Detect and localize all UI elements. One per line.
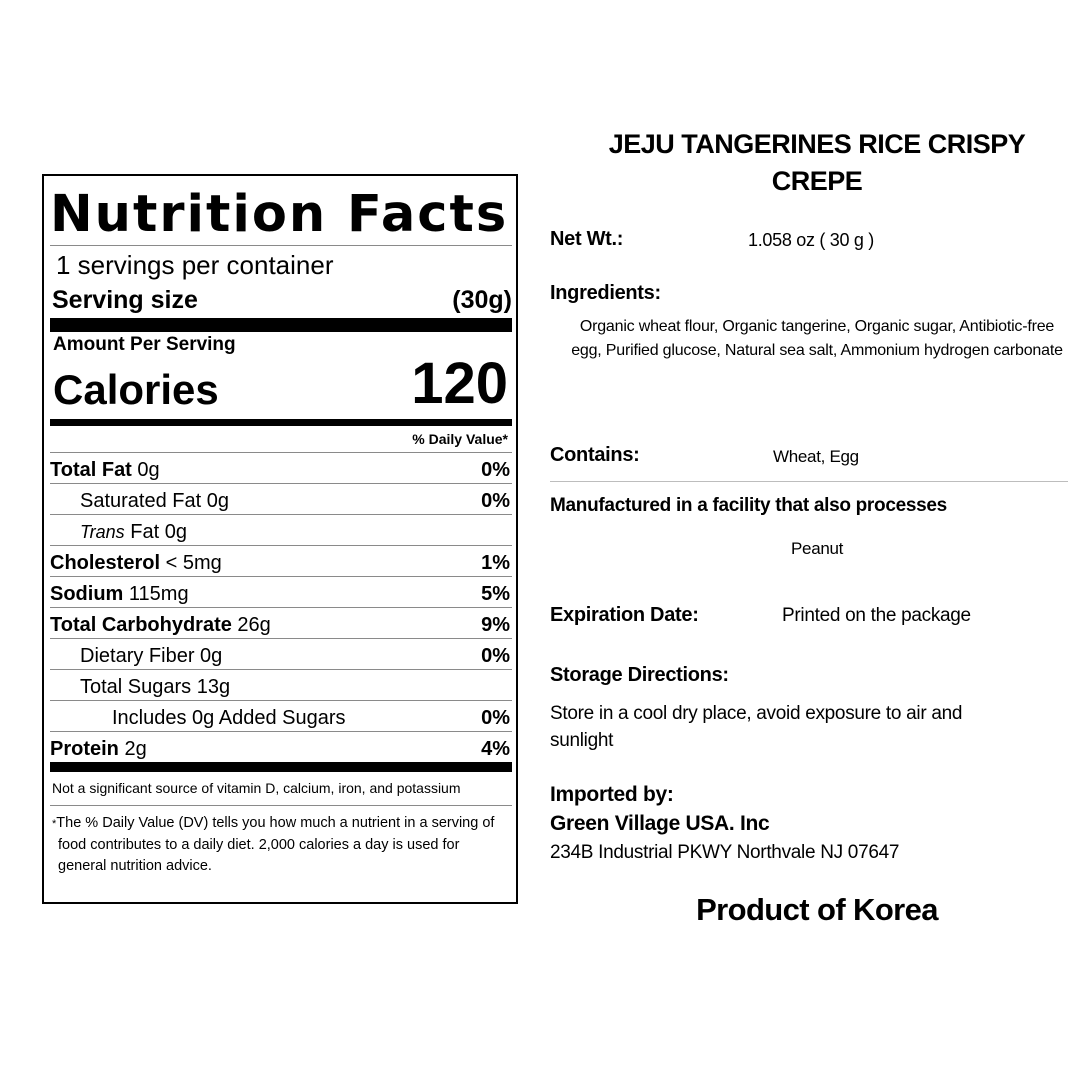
daily-value-note: The % Daily Value (DV) tells you how much a nutrient in a serving of food contributes to a daily diet. 2,000 calories a day is used for general nutrition advice. — [56, 815, 495, 874]
nutrient-row-total-fat — [50, 453, 512, 484]
vitamin-note: Not a significant source of vitamin D, calcium, iron, and potassium — [50, 772, 512, 806]
asterisk: * — [52, 818, 57, 830]
imported-by-label: Imported by: — [550, 783, 674, 806]
nutrient-row-added-sugars — [50, 701, 512, 732]
nutrient-percent: 9% — [481, 614, 510, 636]
nutrient-amount: < 5mg — [160, 552, 222, 574]
product-title: JEJU TANGERINES RICE CRISPY CREPE — [608, 129, 1026, 196]
nutrient-amount: 0g — [131, 459, 160, 481]
divider — [50, 245, 512, 246]
ingredients-text: Organic wheat flour, Organic tangerine, Organic sugar, Antibiotic-free egg, Purified glucose, Natural sea salt, Ammonium hydrogen carbonate — [571, 318, 1063, 359]
nutrient-percent: 4% — [481, 738, 510, 760]
nutrient-row-total-sugars — [50, 670, 512, 701]
nutrition-facts-title: Nutrition Facts — [50, 185, 509, 244]
nutrient-percent: 0% — [481, 459, 510, 481]
nutrient-amount: 26g — [231, 614, 271, 636]
nutrient-name-bold: Cholesterol — [50, 552, 161, 574]
thick-divider — [50, 318, 512, 332]
nutrient-percent: 0% — [481, 490, 510, 512]
daily-value-footnote — [50, 806, 512, 877]
nutrient-row-total-carbohydrate — [50, 608, 512, 639]
nutrient-amount: 115mg — [123, 583, 189, 605]
storage-text: Store in a cool dry place, avoid exposure to air and sunlight — [550, 703, 963, 751]
expiration-value: Printed on the package — [782, 605, 971, 626]
nutrient-percent: 0% — [481, 645, 510, 667]
serving-size-row — [50, 282, 512, 318]
nutrient-percent: 1% — [481, 552, 510, 574]
ingredients-label: Ingredients: — [550, 282, 661, 304]
country-of-origin: Product of Korea — [696, 892, 938, 927]
nutrient-name-bold: Total Fat — [50, 459, 132, 481]
calories-label: Calories — [53, 366, 219, 413]
nutrient-name-bold: Sodium — [50, 583, 124, 605]
nutrient-row-dietary-fiber — [50, 639, 512, 670]
nutrient-name: Includes 0g Added Sugars — [112, 707, 346, 729]
nutrient-name: Dietary Fiber 0g — [80, 645, 223, 667]
facility-value: Peanut — [791, 539, 844, 558]
nutrient-name: Saturated Fat 0g — [80, 490, 229, 512]
amount-per-serving: Amount Per Serving — [53, 334, 236, 355]
servings-per-container: 1 servings per container — [56, 250, 334, 280]
nutrient-row-cholesterol — [50, 546, 512, 577]
nutrient-row-sodium — [50, 577, 512, 608]
nutrient-amount: 2g — [118, 738, 147, 760]
thick-divider — [50, 762, 512, 772]
nutrient-name-bold: Protein — [50, 738, 119, 760]
serving-size-value: (30g) — [452, 286, 512, 314]
nutrient-amount: Fat 0g — [124, 521, 187, 543]
divider — [550, 481, 1068, 482]
calories-row — [50, 351, 512, 416]
expiration-label: Expiration Date: — [550, 604, 699, 626]
importer-name: Green Village USA. Inc — [550, 812, 770, 835]
net-weight-label: Net Wt.: — [550, 228, 624, 250]
calories-value: 120 — [411, 351, 508, 416]
contains-value: Wheat, Egg — [773, 447, 859, 466]
nutrient-row-trans-fat — [50, 515, 512, 546]
nutrient-name: Total Sugars 13g — [80, 676, 231, 698]
nutrient-name-bold: Total Carbohydrate — [50, 614, 232, 636]
nutrient-name-italic: Trans — [80, 522, 125, 542]
nutrient-percent: 0% — [481, 707, 510, 729]
facility-label: Manufactured in a facility that also processes — [550, 495, 947, 516]
nutrient-row-saturated-fat — [50, 484, 512, 515]
contains-label: Contains: — [550, 444, 640, 466]
storage-label: Storage Directions: — [550, 664, 729, 686]
daily-value-header: % Daily Value* — [412, 431, 508, 447]
nutrient-percent: 5% — [481, 583, 510, 605]
serving-size-label: Serving size — [52, 286, 198, 314]
nutrient-row-protein — [50, 732, 512, 762]
net-weight-value: 1.058 oz ( 30 g ) — [748, 230, 874, 250]
product-info — [550, 0, 1070, 1080]
importer-address: 234B Industrial PKWY Northvale NJ 07647 — [550, 842, 900, 863]
nutrition-facts-panel — [42, 174, 518, 904]
medium-divider — [50, 419, 512, 426]
